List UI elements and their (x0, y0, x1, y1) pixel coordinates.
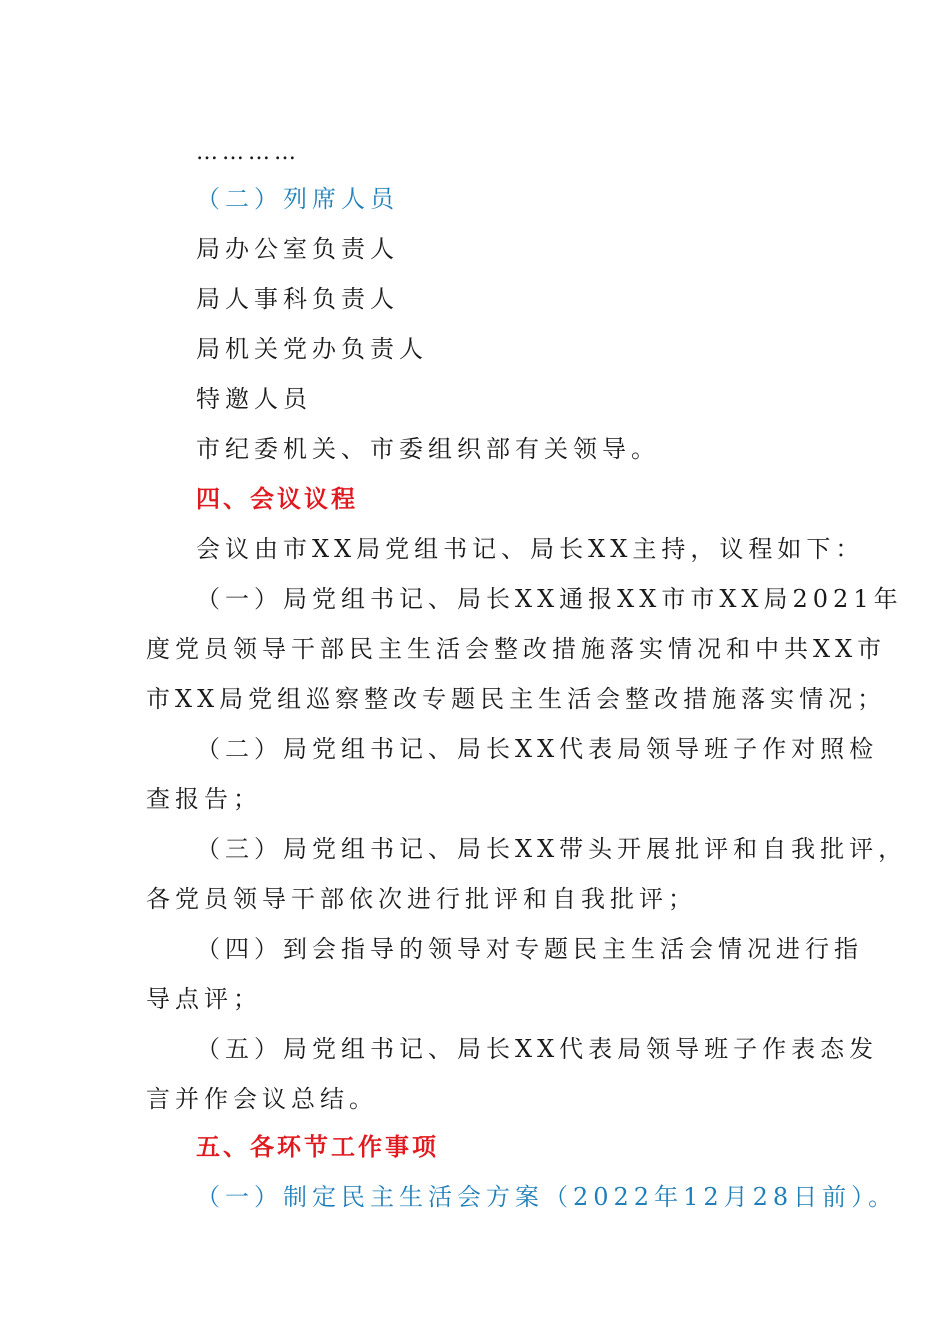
paragraph-text: 言并作会议总结。 (146, 1085, 378, 1113)
section-heading-agenda: 四、会议议程 (196, 485, 358, 513)
paragraph-text: （三）局党组书记、局长XX带头开展批评和自我批评， (196, 835, 908, 863)
sub-heading-attendees: （二）列席人员 (196, 185, 399, 213)
attendee-item: 市纪委机关、市委组织部有关领导。 (196, 435, 660, 463)
attendee-item: 特邀人员 (196, 385, 312, 413)
ellipsis-line: ………… (196, 140, 300, 165)
paragraph-text: （五）局党组书记、局长XX代表局领导班子作表态发 (196, 1035, 879, 1063)
paragraph-text: （一）局党组书记、局长XX通报XX市市XX局2021年 (196, 585, 903, 613)
paragraph-text: （四）到会指导的领导对专题民主生活会情况进行指 (196, 935, 863, 963)
paragraph-text: 查报告； (146, 785, 262, 813)
attendee-item: 局办公室负责人 (196, 235, 399, 263)
paragraph-text: 导点评； (146, 985, 262, 1013)
paragraph-text: 各党员领导干部依次进行批评和自我批评； (146, 885, 697, 913)
sub-heading-plan: （一）制定民主生活会方案（2022年12月28日前）。 (196, 1183, 898, 1211)
paragraph-text: 市XX局党组巡察整改专题民主生活会整改措施落实情况； (146, 685, 887, 713)
attendee-item: 局机关党办负责人 (196, 335, 428, 363)
attendee-item: 局人事科负责人 (196, 285, 399, 313)
paragraph-text: 会议由市XX局党组书记、局长XX主持，议程如下： (196, 535, 865, 563)
section-heading-work-items: 五、各环节工作事项 (196, 1133, 439, 1161)
paragraph-text: 度党员领导干部民主生活会整改措施落实情况和中共XX市 (146, 635, 887, 663)
paragraph-text: （二）局党组书记、局长XX代表局领导班子作对照检 (196, 735, 879, 763)
